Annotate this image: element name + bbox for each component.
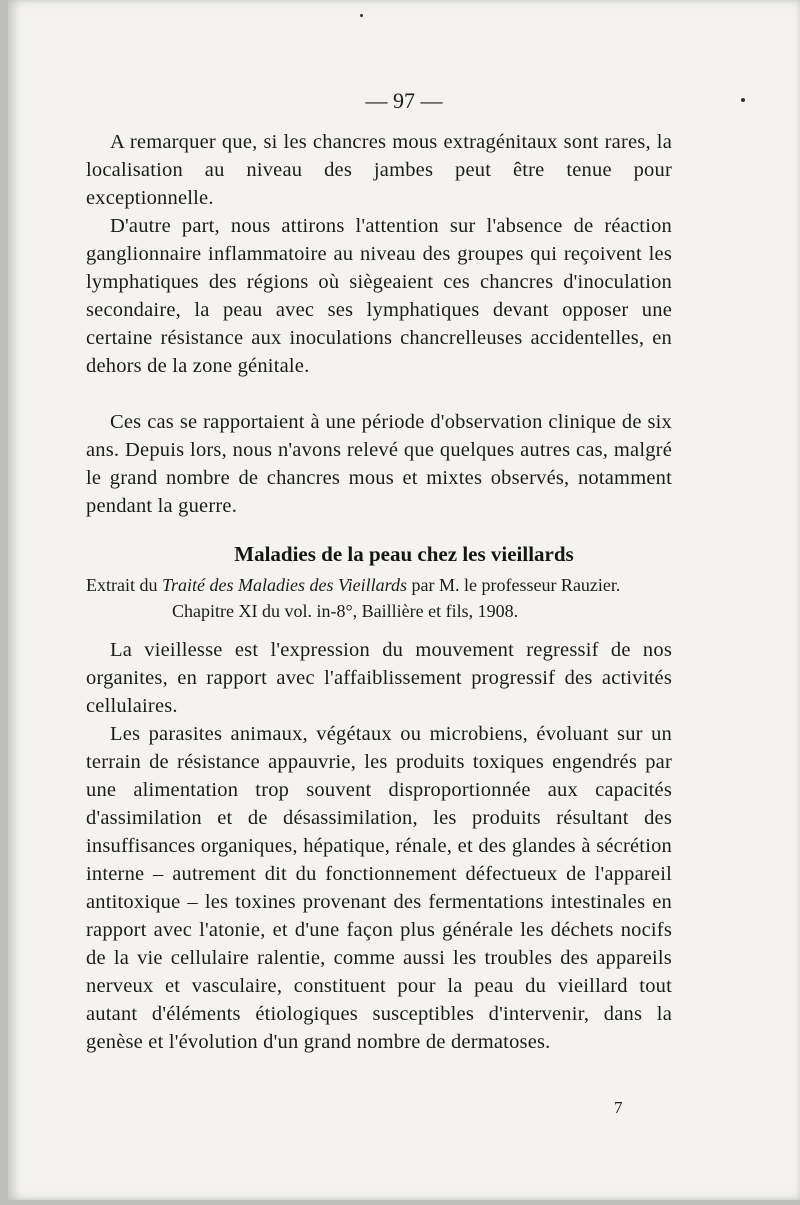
print-speck	[360, 14, 363, 17]
observation-paragraph	[86, 408, 672, 520]
section-paragraphs	[86, 636, 672, 1056]
paragraph: Ces cas se rapportaient à une période d'observation clinique de six ans. Depuis lors, nous n'avons relevé que quelques autres cas, malgré le grand nombre de chancres mous et mixtes observés, notamment pendant la guerre.	[86, 411, 672, 517]
source-title: Traité des Maladies des Vieillards	[161, 575, 407, 595]
section-title: Maladies de la peau chez les vieillards	[234, 542, 574, 566]
page-number: — 97 —	[365, 88, 443, 113]
source-line-1	[86, 572, 678, 598]
print-speck	[741, 98, 745, 102]
paragraph: A remarquer que, si les chancres mous extragénitaux sont rares, la localisation au niveau des jambes peut être tenue pour exceptionnelle.	[86, 131, 672, 209]
paragraph: Les parasites animaux, végétaux ou microbiens, évoluant sur un terrain de résistance appauvrie, les produits toxiques engendrés par une alimentation trop souvent disproportionnée aux capacités d'assimilation et de désassimilation, les produits résultant des insuffisances organiques, hépatique, rénale, et des glandes à sécrétion interne – autrement dit du fonctionnement défectueux de l'appareil antitoxique – les toxines provenant des fermentations intestinales en rapport avec l'atonie, et d'une façon plus générale les déchets nocifs de la vie cellulaire ralentie, comme aussi les troubles des appareils nerveux et vasculaire, constituent pour la peau du vieillard tout autant d'éléments étiologiques susceptibles d'intervenir, dans la genèse et l'évolution d'un grand nombre de dermatoses.	[86, 723, 672, 1053]
paragraph: La vieillesse est l'expression du mouvement regressif de nos organites, en rapport avec l'affaiblissement progressif des activités cellulaires.	[86, 639, 672, 717]
source-prefix: Extrait du	[86, 575, 158, 595]
source-line-2: Chapitre XI du vol. in-8°, Baillière et fils, 1908.	[172, 601, 519, 621]
top-paragraphs	[86, 128, 672, 380]
source-citation	[86, 572, 678, 624]
book-page	[8, 0, 800, 1200]
signature-mark: 7	[614, 1098, 623, 1117]
paragraph: D'autre part, nous attirons l'attention sur l'absence de réaction ganglionnaire inflammatoire au niveau des groupes qui reçoivent les lymphatiques des régions où siègeaient ces chancres d'inoculation secondaire, la peau avec ses lymphatiques devant opposer une certaine résistance aux inoculations chancrelleuses accidentelles, en dehors de la zone génitale.	[86, 215, 672, 377]
source-suffix: par M. le professeur Rauzier.	[411, 575, 621, 595]
